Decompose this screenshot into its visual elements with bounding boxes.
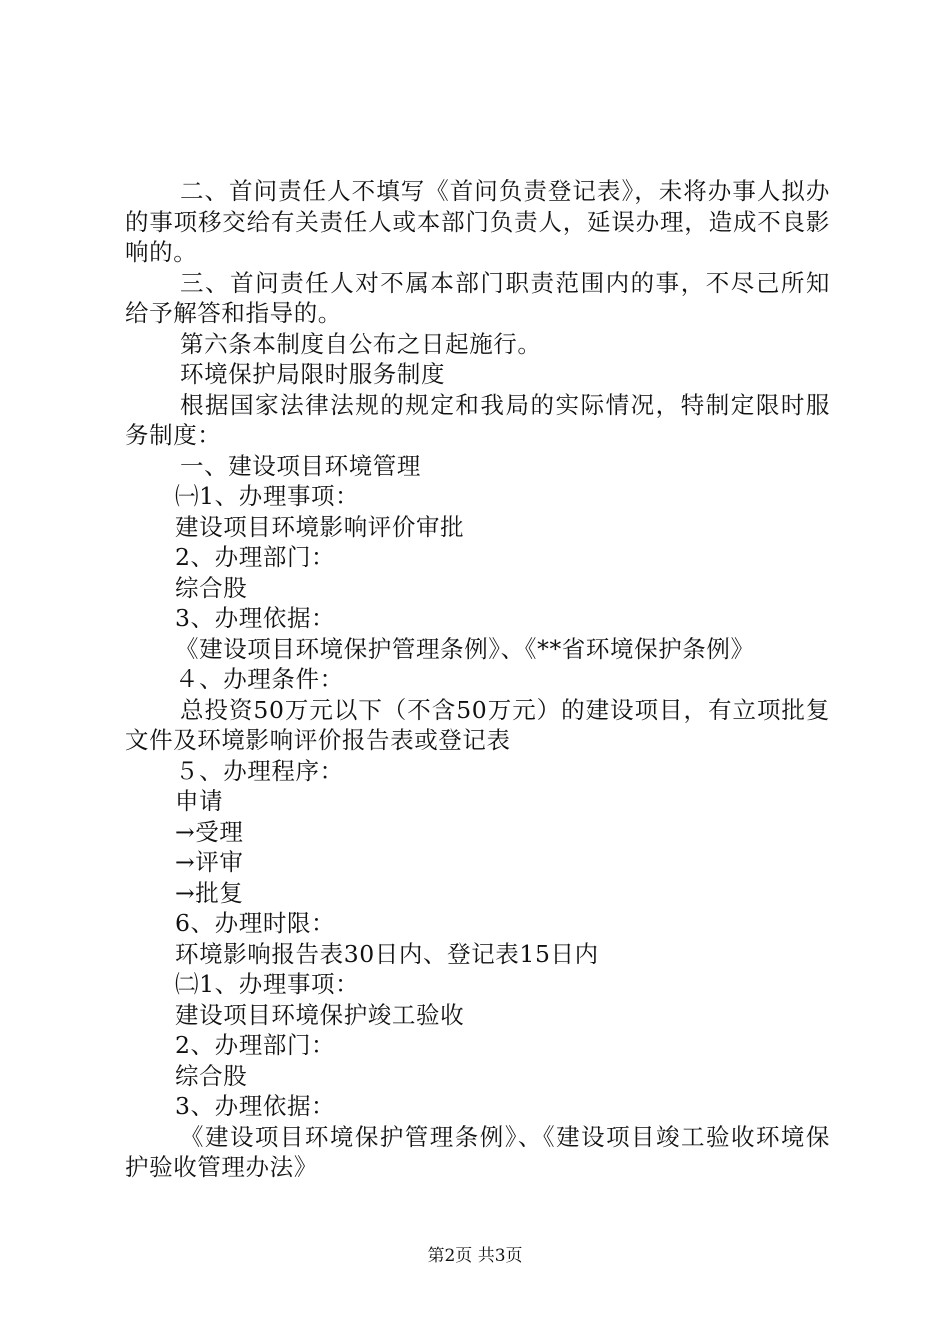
item-department-label-2: 2、办理部门：: [175, 1031, 336, 1059]
paragraph-clause-3: 三、首问责任人对不属本部门职责范围内的事，不尽己所知给予解答和指导的。: [125, 268, 830, 327]
item-matter-label-1: ㈠1、办理事项：: [175, 482, 360, 510]
procedure-step-apply: 申请: [175, 787, 224, 815]
item-time-limit-value-1: 环境影响报告表30日内、登记表15日内: [175, 939, 599, 968]
item-department-value-1: 综合股: [175, 573, 248, 602]
item-department-value-2: 综合股: [175, 1061, 248, 1090]
item-basis-label-1: 3、办理依据：: [175, 604, 336, 632]
section-title: 环境保护局限时服务制度: [180, 360, 446, 388]
procedure-step-accept: →受理: [175, 817, 244, 846]
paragraph-article-6: 第六条本制度自公布之日起施行。: [180, 329, 542, 358]
item-procedure-label-1: ５、办理程序：: [175, 756, 344, 785]
item-condition-value-1: 总投资50万元以下（不含50万元）的建设项目，有立项批复文件及环境影响评价报告表或登记表: [125, 695, 830, 754]
page-number: 第2页 共3页: [427, 1246, 523, 1266]
item-matter-value-1: 建设项目环境影响评价审批: [175, 512, 465, 541]
item-basis-value-2: 《建设项目环境保护管理条例》、《建设项目竣工验收环境保护验收管理办法》: [125, 1122, 830, 1181]
item-basis-value-1: 《建设项目环境保护管理条例》、《**省环境保护条例》: [175, 634, 755, 663]
document-body: [125, 176, 830, 1183]
paragraph-clause-2: 二、首问责任人不填写《首问负责登记表》，未将办事人拟办的事项移交给有关责任人或本部门负责人，延误办理，造成不良影响的。: [125, 177, 830, 266]
item-basis-label-2: 3、办理依据：: [175, 1092, 336, 1120]
procedure-step-approve: →批复: [175, 878, 244, 907]
page-footer: [0, 1244, 950, 1268]
item-matter-value-2: 建设项目环境保护竣工验收: [175, 1000, 465, 1029]
heading-construction-project: 一、建设项目环境管理: [180, 451, 421, 480]
procedure-step-review: →评审: [175, 848, 244, 876]
item-time-limit-label-1: 6、办理时限：: [175, 909, 336, 937]
paragraph-intro: 根据国家法律法规的规定和我局的实际情况，特制定限时服务制度：: [125, 390, 830, 449]
item-department-label-1: 2、办理部门：: [175, 543, 336, 571]
item-condition-label-1: ４、办理条件：: [175, 665, 344, 693]
item-matter-label-2: ㈡1、办理事项：: [175, 970, 360, 998]
